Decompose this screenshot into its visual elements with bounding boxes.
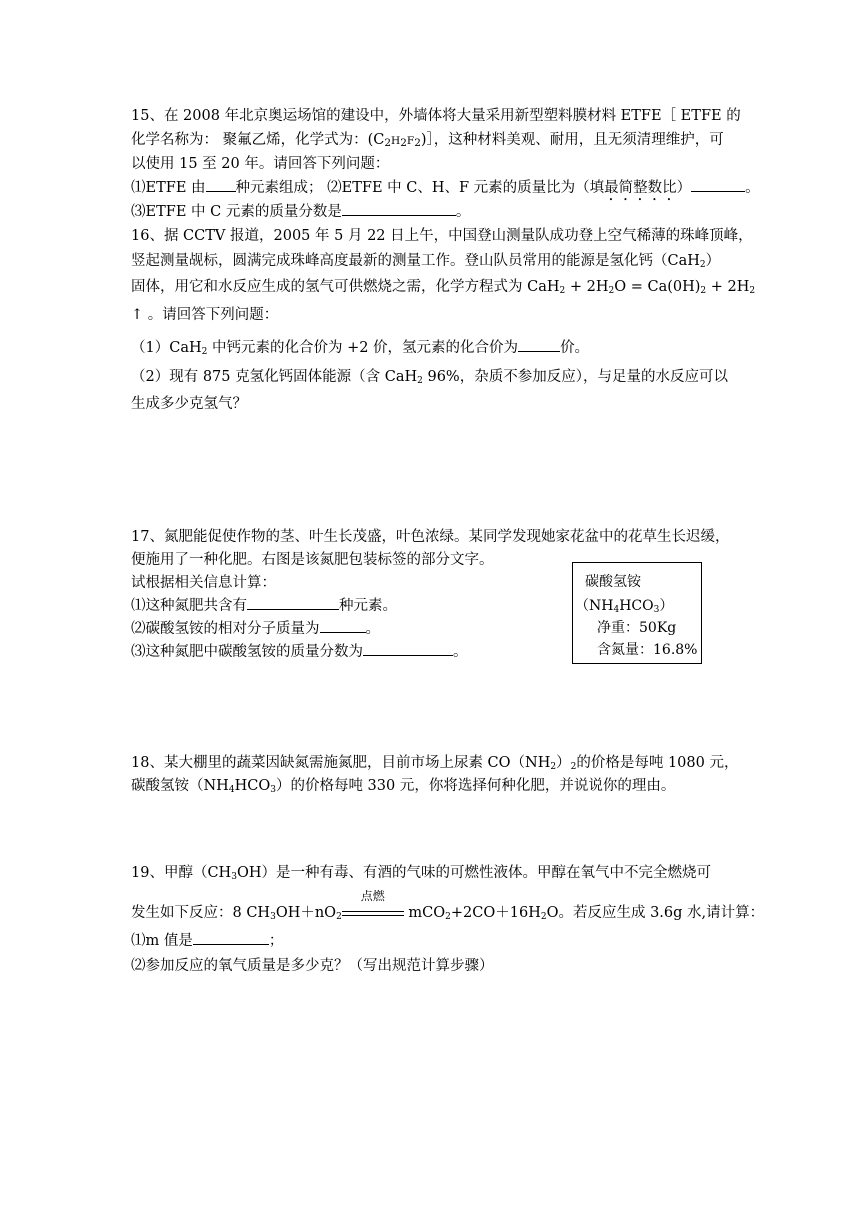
q15-line2: 化学名称为： 聚氟乙烯，化学式为：$(C_2H_2F_2)]$，这种材料美观、耐用，且无须清理维护，可 (131, 132, 724, 149)
q16-line4: ↑ 。请回答下列问题： (131, 307, 279, 323)
q16-answer-blank[interactable] (518, 337, 560, 352)
q15-answer-blank-3[interactable] (342, 201, 456, 216)
q18-line2: 碳酸氢铵$(NH_4HCO_3)$的价格每吨 330 元，你将选择何种化肥，并说说你的理由。 (131, 778, 676, 795)
q17-answer-blank-3[interactable] (363, 641, 453, 656)
q16-part1: （1）CaH$_2$ 中钙元素的化合价为 +2 价，氢元素的化合价为 价。 (131, 337, 589, 359)
q17-answer-blank-1[interactable] (247, 595, 339, 610)
q15-sub3: ⑶ETFE 中 C 元素的质量分数是 。 (131, 201, 470, 223)
q15-line3: 以使用 15 至 20 年。请回答下列问题： (131, 156, 390, 172)
label-formula: $(NH_4HCO_3)$ (575, 598, 674, 615)
q15-line1: 15、在 2008 年北京奥运场馆的建设中，外墙体将大量采用新型塑料膜材料 ETFE［ ETFE 的 (131, 108, 741, 124)
q19-answer-blank[interactable] (193, 930, 269, 945)
q17-sub1: ⑴这种氮肥共含有 种元素。 (131, 595, 397, 617)
q15-sub1-2: ⑴ETFE 由 种元素组成； ⑵ETFE 中 C、H、F 元素的质量比为（填最简整数比） 。 (131, 177, 760, 204)
q18-line1: 18、某大棚里的蔬菜因缺氮需施氮肥，目前市场上尿素 $CO(NH_2)_2$的价格是每吨 1080 元， (131, 755, 739, 772)
q19-line2: 发生如下反应：8 $CH_3OH+nO_2$ 点燃 $mCO_2+2CO+16H_2O$。若反应生成 3.6g 水,请计算： (131, 889, 765, 922)
q15-answer-blank-1[interactable] (206, 177, 236, 192)
label-nitrogen-content: 含氮量：16.8% (597, 642, 698, 658)
q16-line3: 固体，用它和水反应生成的氢气可供燃烧之需，化学方程式为 $CaH_2 + 2H_2O = Ca(0H)_2 + 2H_2$ (131, 279, 756, 296)
q16-part2-line2: 生成多少克氢气？ (131, 396, 247, 412)
q17-sub2: ⑵碳酸氢铵的相对分子质量为 。 (131, 618, 380, 640)
q16-line2: 竖起测量觇标，圆满完成珠峰高度最新的测量工作。登山队员常用的能源是氢化钙（CaH$_2$） (131, 253, 721, 270)
label-product-name: 碳酸氢铵 (585, 574, 641, 590)
q19-sub2: ⑵参加反应的氧气质量是多少克？（写出规范计算步骤） (131, 958, 494, 974)
q19-sub1: ⑴m 值是 ； (131, 930, 283, 952)
q19-line1: 19、甲醇$(CH_3OH)$是一种有毒、有酒的气味的可燃性液体。甲醇在氧气中不完全燃烧可 (131, 865, 711, 882)
q17-line2: 便施用了一种化肥。右图是该氮肥包装标签的部分文字。 (131, 552, 494, 568)
reaction-condition: 点燃 (342, 902, 404, 924)
q16-part2: （2）现有 875 克氢化钙固体能源（含 CaH$_2$ 96%，杂质不参加反应），与足量的水反应可以 (131, 369, 728, 386)
q17-line1: 17、氮肥能促使作物的茎、叶生长茂盛，叶色浓绿。某同学发现她家花盆中的花草生长迟缓， (131, 529, 730, 545)
q17-line3: 试根据相关信息计算： (131, 575, 276, 591)
label-net-weight: 净重：50Kg (597, 620, 677, 636)
q17-answer-blank-2[interactable] (320, 618, 366, 633)
fertilizer-label-box (572, 562, 702, 664)
q16-line1: 16、据 CCTV 报道，2005 年 5 月 22 日上午，中国登山测量队成功登上空气稀薄的珠峰顶峰， (131, 228, 753, 244)
q17-sub3: ⑶这种氮肥中碳酸氢铵的质量分数为 。 (131, 641, 468, 663)
q15-answer-blank-2[interactable] (691, 177, 745, 192)
